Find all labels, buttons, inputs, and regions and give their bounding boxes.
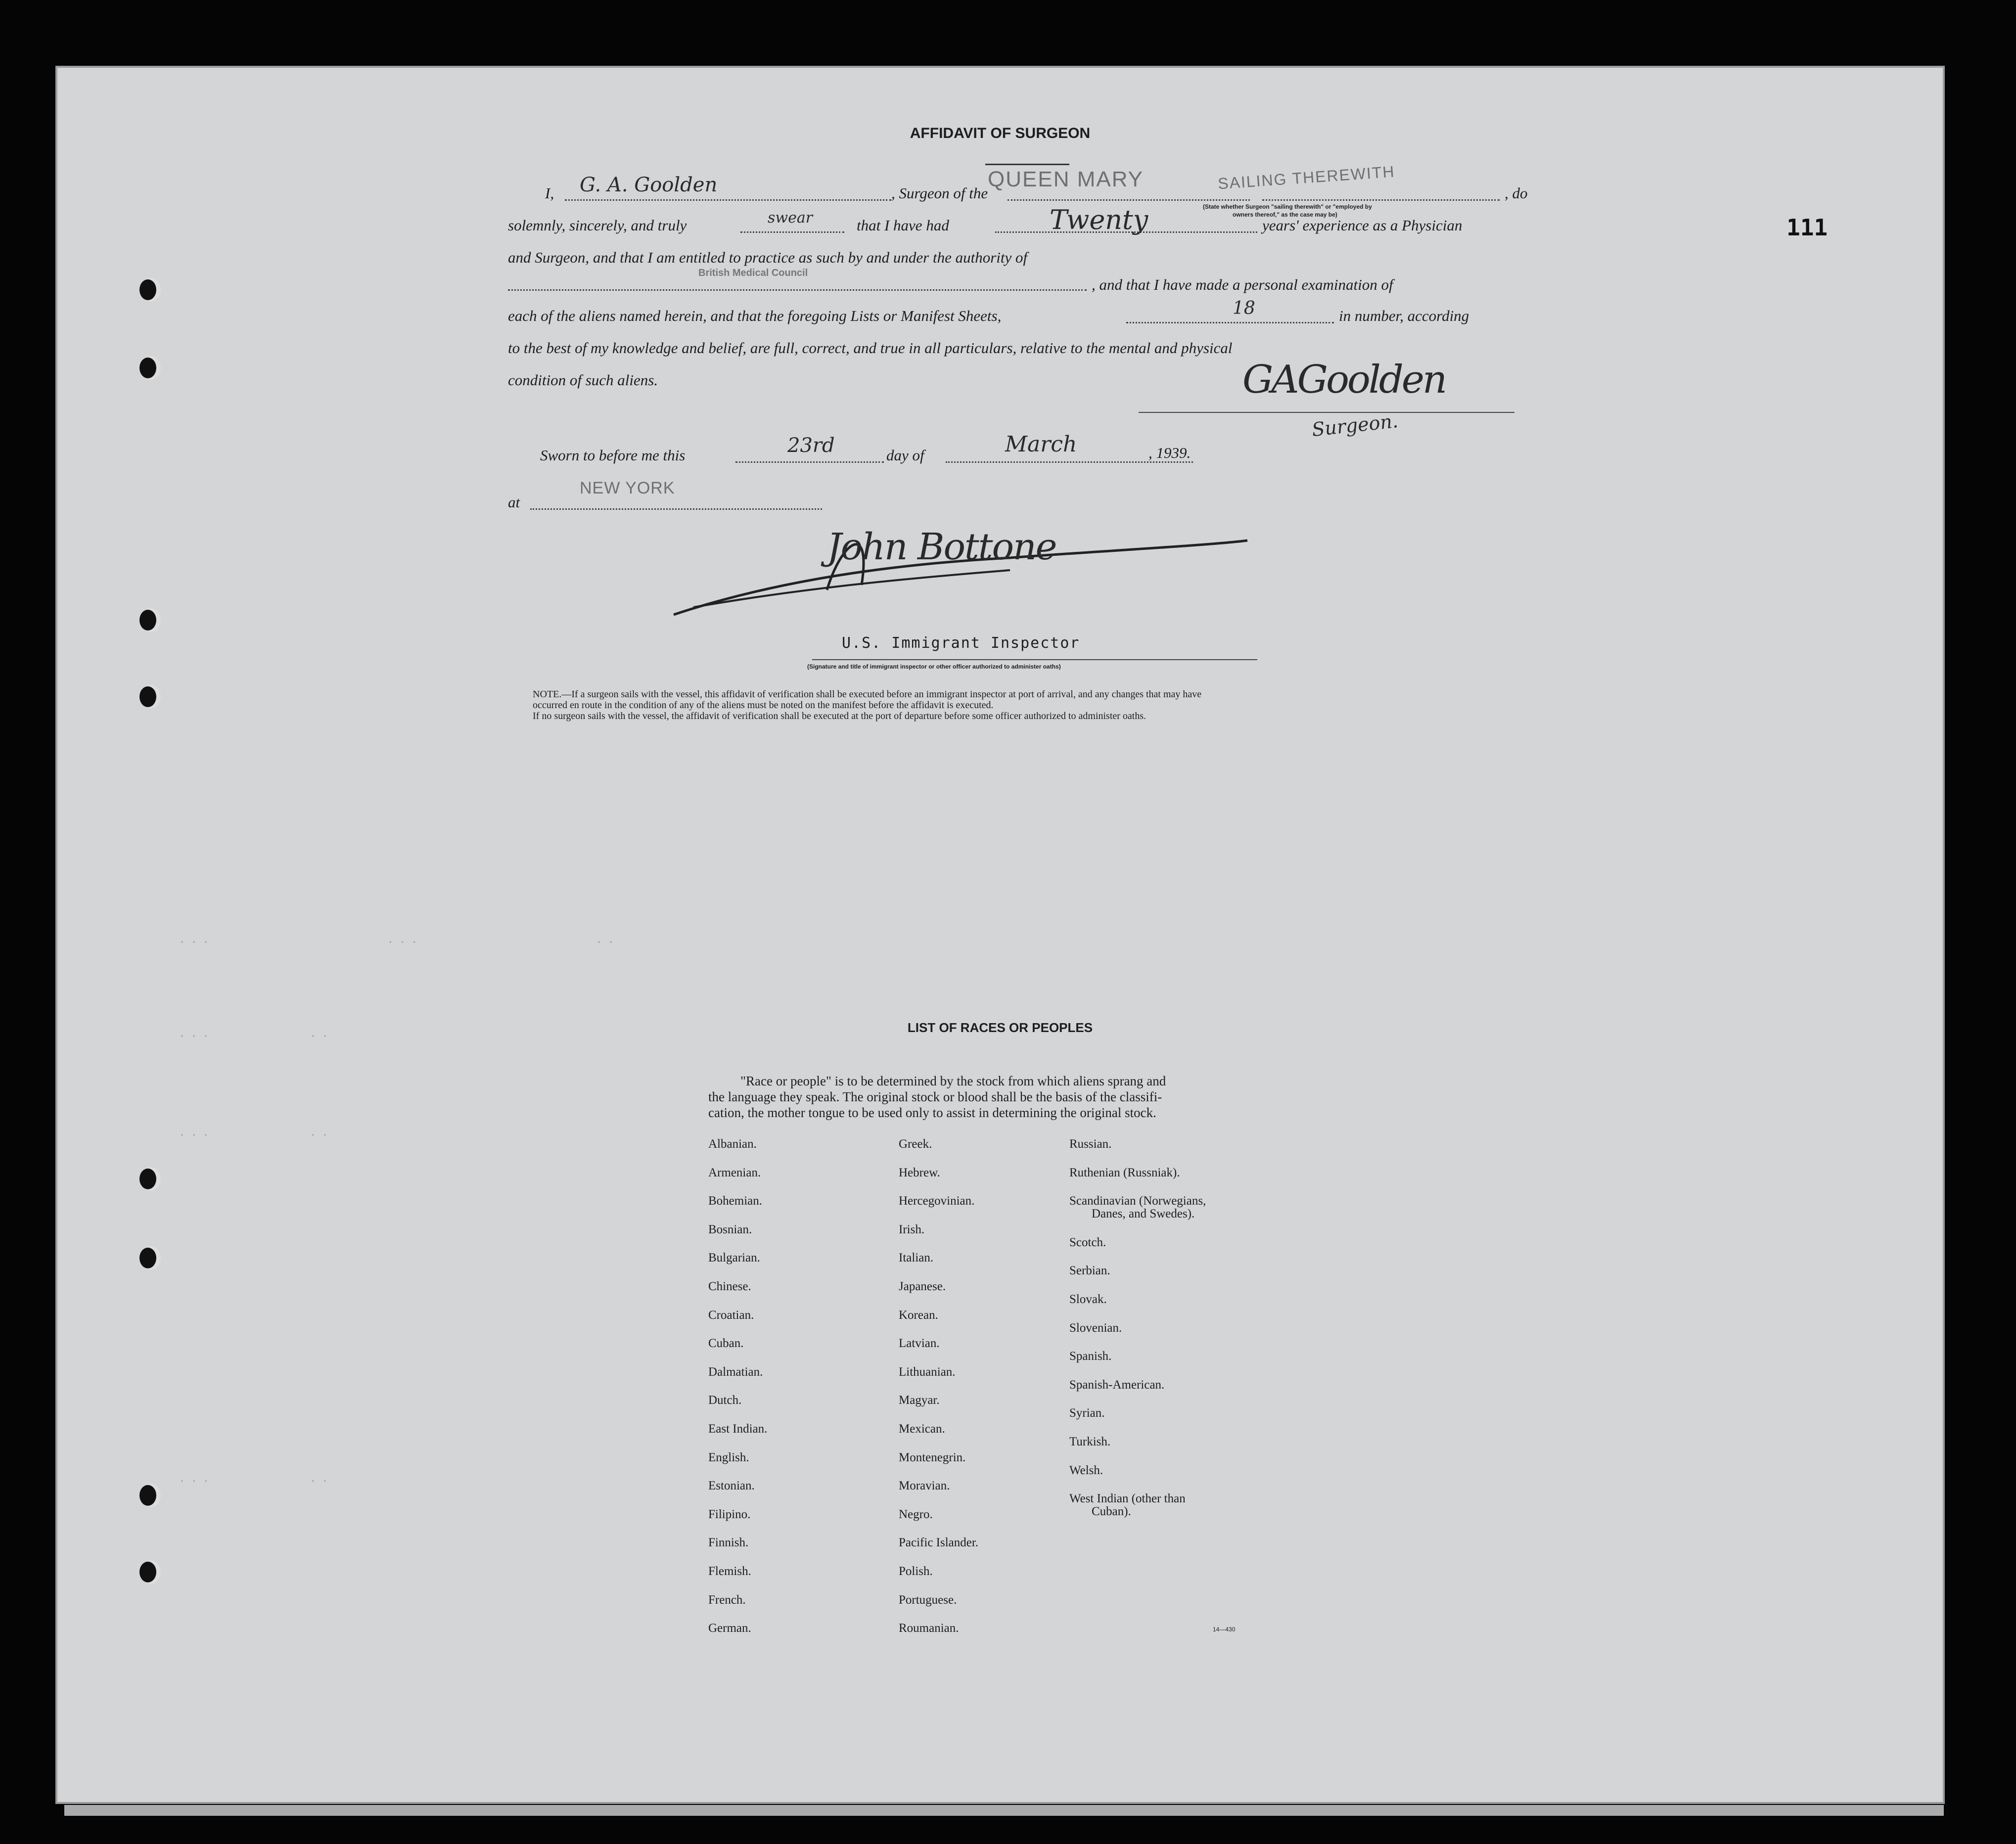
race-item: Danes, and Swedes). [1092,1207,1195,1221]
race-item: Flemish. [708,1565,751,1578]
punch-hole [139,1169,156,1189]
day-line [735,461,884,463]
race-item: Spanish. [1069,1349,1112,1363]
sailing-note: owners thereof," as the case may be) [1233,211,1337,218]
authority-line [508,289,1087,291]
punch-hole [139,1562,156,1582]
text-each-of-the-aliens: each of the aliens named herein, and that the foregoing Lists or Manifest Sheets, [508,307,1002,324]
race-item: Japanese. [899,1280,946,1293]
punch-hole [139,358,156,378]
race-item: Pacific Islander. [899,1536,979,1550]
authority-stamp: British Medical Council [698,268,808,278]
race-item: Lithuanian. [899,1365,956,1379]
race-item: Bohemian. [708,1194,763,1208]
punch-hole [139,279,156,300]
text-condition: condition of such aliens. [508,371,658,389]
sailing-stamp: SAILING THEREWITH [1217,162,1396,193]
text-I: I, [545,184,554,202]
race-item: Mexican. [899,1422,945,1436]
race-item: Hercegovinian. [899,1194,975,1208]
note-line-1: NOTE.—If a surgeon sails with the vessel, this affidavit of verification shall be executed before an immigrant inspector at port of arrival, and any changes that may have [533,689,1202,700]
sheet-count-handwriting: 18 [1233,298,1255,318]
race-item: Welsh. [1069,1463,1103,1477]
race-item: Bulgarian. [708,1251,760,1265]
race-item: Scotch. [1069,1235,1106,1249]
race-item: French. [708,1593,746,1607]
race-item: Albanian. [708,1137,757,1151]
race-item: Ruthenian (Russniak). [1069,1166,1180,1179]
sheet-bottom-edge [64,1805,1944,1816]
race-item: English. [708,1450,749,1464]
surgeon-signature: GAGoolden [1242,358,1446,402]
sailing-line [1262,199,1500,201]
month-handwriting: March [1005,432,1077,457]
inspector-signature: John Bottone [827,526,1056,568]
races-intro-line: cation, the mother tongue to be used only to assist in determining the original stock. [708,1105,1156,1120]
text-personal-examination: , and that I have made a personal examination of [1092,276,1393,293]
text-sworn: Sworn to before me this [540,447,686,464]
race-item: Chinese. [708,1280,751,1293]
vessel-line [1008,199,1250,201]
race-item: Croatian. [708,1308,754,1322]
race-item: Negro. [899,1507,933,1521]
race-item: Polish. [899,1565,933,1578]
race-item: Filipino. [708,1507,751,1521]
years-handwriting: Twenty [1050,204,1148,235]
race-item: Estonian. [708,1479,755,1493]
sheet-count-line [1126,322,1334,323]
race-item: German. [708,1621,751,1635]
punch-hole [139,686,156,707]
race-item: East Indian. [708,1422,768,1436]
bleed-through-text: · · · · · [179,1030,328,1042]
races-title: LIST OF RACES OR PEOPLES [907,1020,1093,1035]
race-item: Turkish. [1069,1435,1111,1448]
surgeon-name-handwriting: G. A. Goolden [580,174,718,196]
oath-word-line [740,231,844,233]
race-item: Montenegrin. [899,1450,966,1464]
inspector-caption: (Signature and title of immigrant inspector or other officer authorized to administer oaths) [807,663,1061,670]
race-item: Scandinavian (Norwegians, [1069,1194,1206,1208]
race-item: Armenian. [708,1166,761,1179]
race-item: Moravian. [899,1479,950,1493]
text-authority: and Surgeon, and that I am entitled to practice as such by and under the authority of [508,249,1028,266]
sailing-note: (State whether Surgeon "sailing therewith" or "employed by [1203,203,1372,210]
text-surgeon-of-the: , Surgeon of the [891,184,988,202]
bleed-through-text: · · · · · [179,1129,328,1141]
race-item: Cuban). [1092,1505,1131,1519]
text-best-of-knowledge: to the best of my knowledge and belief, are full, correct, and true in all particulars, relative to the mental and physical [508,339,1233,357]
document-sheet [55,66,1945,1804]
inspector-line [812,659,1257,660]
races-intro-line: the language they speak. The original stock or blood shall be the basis of the classifi- [708,1089,1162,1104]
text-i-have-had: that I have had [857,217,949,234]
race-item: Italian. [899,1251,934,1265]
note-line-2: occurred en route in the condition of any of the aliens must be noted on the manifest before the affidavit is executed. [533,700,994,711]
oath-word-handwriting: swear [768,209,813,226]
bleed-through-text: · · · · · [179,1475,328,1487]
signature-line [1139,412,1514,413]
race-item: Irish. [899,1222,925,1236]
place-stamp: NEW YORK [580,479,675,497]
race-item: Finnish. [708,1536,749,1550]
race-item: Latvian. [899,1337,940,1350]
race-item: Bosnian. [708,1222,752,1236]
text-day-of: day of [886,447,924,464]
race-item: Serbian. [1069,1264,1110,1278]
note-line-3: If no surgeon sails with the vessel, the affidavit of verification shall be executed at the port of departure before some officer authorized to administer oaths. [533,711,1146,721]
surgeon-title-handwriting: Surgeon. [1311,409,1399,441]
punch-hole [139,1248,156,1268]
race-item: West Indian (other than [1069,1492,1186,1506]
race-item: Syrian. [1069,1406,1105,1420]
race-item: Portuguese. [899,1593,957,1607]
form-code: 14—430 [1213,1626,1236,1633]
race-item: Cuban. [708,1337,744,1350]
vessel-stamp: QUEEN MARY [988,167,1144,191]
text-years-experience: years' experience as a Physician [1262,217,1463,234]
race-item: Slovak. [1069,1292,1107,1306]
place-line [530,508,822,510]
race-item: Slovenian. [1069,1321,1122,1335]
races-intro-line: "Race or people" is to be determined by the stock from which aliens sprang and [740,1074,1166,1088]
text-solemnly: solemnly, sincerely, and truly [508,217,687,234]
inspector-title: U.S. Immigrant Inspector [842,634,1080,652]
day-handwriting: 23rd [787,434,835,457]
race-item: Dalmatian. [708,1365,763,1379]
race-item: Hebrew. [899,1166,940,1179]
text-at: at [508,494,520,511]
race-item: Dutch. [708,1394,742,1407]
surgeon-name-line [565,199,891,201]
race-item: Greek. [899,1137,932,1151]
race-item: Roumanian. [899,1621,959,1635]
text-do: , do [1505,184,1528,202]
page-number: 111 [1787,214,1828,241]
text-in-number: in number, according [1339,307,1469,324]
punch-hole [139,1485,156,1506]
year-text: , 1939. [1148,444,1191,461]
bleed-through-text: · · · · · · · · [179,936,614,948]
race-item: Magyar. [899,1394,940,1407]
race-item: Russian. [1069,1137,1112,1151]
punch-hole [139,610,156,630]
race-item: Spanish-American. [1069,1378,1165,1392]
affidavit-title: AFFIDAVIT OF SURGEON [910,125,1091,141]
race-item: Korean. [899,1308,938,1322]
title-rule [985,164,1069,165]
